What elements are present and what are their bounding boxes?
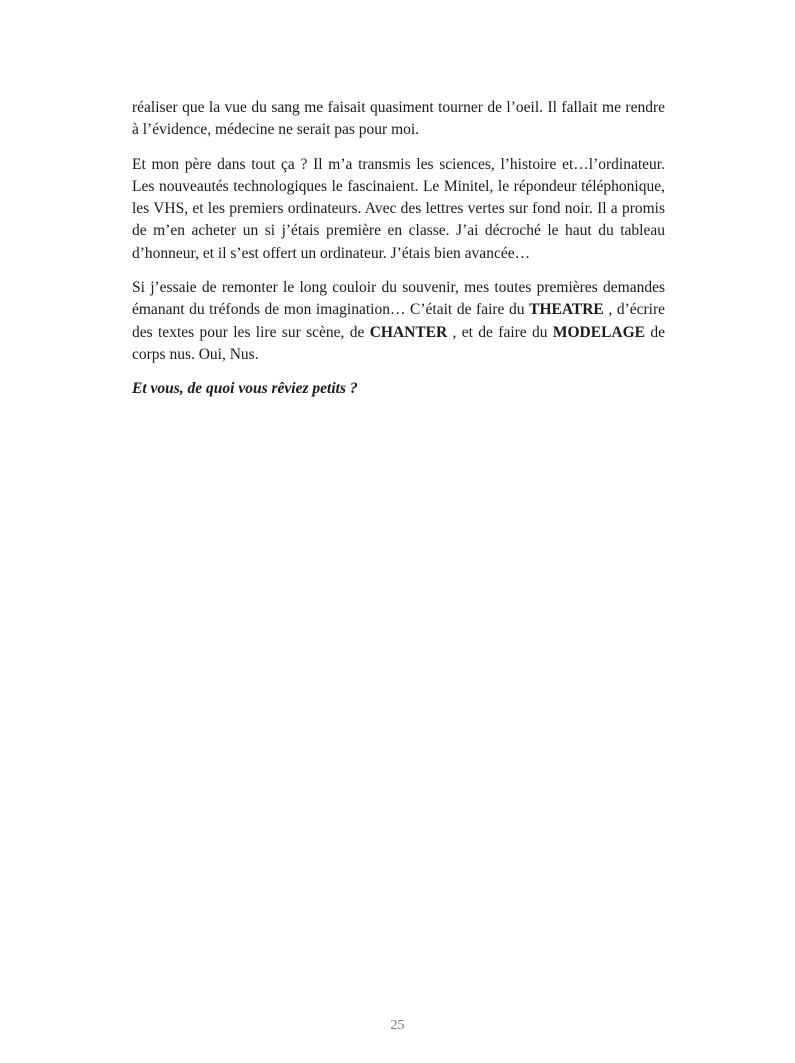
- bold-word-theatre: THEATRE: [529, 301, 604, 319]
- bold-word-chanter: CHANTER: [369, 323, 448, 341]
- paragraph-3: [132, 277, 665, 366]
- bold-word-modelage: MODELAGE: [552, 323, 646, 341]
- document-page: [132, 97, 665, 401]
- paragraph-3-text-2: , d’écrire des textes pour les lire sur scène, de: [132, 301, 665, 341]
- paragraph-1: réaliser que la vue du sang me faisait quasiment tourner de l’oeil. Il fallait me rendre à l’évidence, médecine ne serait pas pour moi.: [132, 99, 665, 139]
- paragraph-3-text-4: de corps nus. Oui, Nus.: [132, 323, 665, 363]
- paragraph-2: Et mon père dans tout ça ? Il m’a transmis les sciences, l’histoire et…l’ordinateur. Les nouveautés technologiques le fascinaient. Le Minitel, le répondeur téléphonique, les VHS, et les premiers ordinateurs. Avec des lettres vertes sur fond noir. Il a promis de m’en acheter un si j’étais première en classe. J’ai décroché le haut du tableau d’honneur, et il s’est offert un ordinateur. J’étais bien avancée…: [132, 155, 665, 262]
- page-number: 25: [390, 1018, 405, 1033]
- paragraph-3-text-3: , et de faire du: [447, 323, 553, 341]
- closing-question: Et vous, de quoi vous rêviez petits ?: [132, 380, 358, 398]
- paragraph-3-text-1: Si j’essaie de remonter le long couloir du souvenir, mes toutes premières demandes émanant du tréfonds de mon imagination… C’était de faire du: [132, 279, 665, 319]
